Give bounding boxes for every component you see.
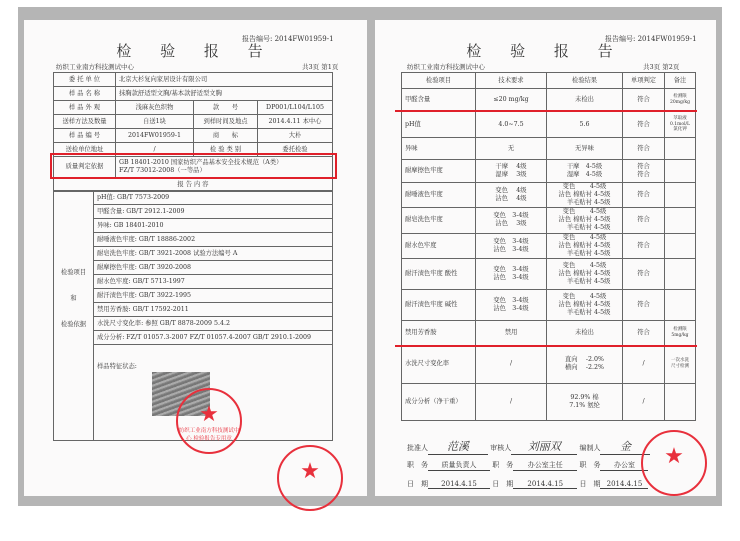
editor-label: 编制人 xyxy=(579,444,601,452)
judgement: 符合 xyxy=(623,138,665,160)
result-row xyxy=(402,383,696,420)
test-basis-row xyxy=(54,261,333,275)
approver-post: 质量负责人 xyxy=(428,460,490,471)
judgement: 符合 xyxy=(623,320,665,345)
official-stamp: ★ xyxy=(277,445,343,511)
field-label: 送样方法及数量 xyxy=(54,115,116,129)
column-header: 单项判定 xyxy=(623,73,665,89)
report-title: 检 验 报 告 xyxy=(466,42,625,60)
requirement: ≤20 mg/kg xyxy=(476,89,547,112)
result: 变色 4-5级 沾色 棉贴衬 4-5级 羊毛贴衬 4-5级 xyxy=(547,183,623,208)
approver-signature: 范溪 xyxy=(428,438,488,455)
test-item: 甲醛含量 xyxy=(402,89,476,112)
requirement: 变色 3-4级 沾色 3级 xyxy=(476,207,547,233)
side-label xyxy=(54,191,94,441)
result: 变色 4-5级 沾色 棉贴衬 4-5级 羊毛贴衬 4-5级 xyxy=(547,289,623,320)
judgement: / xyxy=(623,345,665,383)
test-basis-item: 耐皂洗色牢度: GB/T 3921-2008 试验方法编号 A xyxy=(94,247,333,261)
side-label-line: 和 xyxy=(70,294,77,302)
field-label: 商 标 xyxy=(194,129,258,143)
field-label: 送检单位地址 xyxy=(54,143,116,157)
result-row xyxy=(402,89,696,112)
result-row xyxy=(402,112,696,138)
requirement: 变色 3-4级 沾色 3-4级 xyxy=(476,258,547,289)
result-row xyxy=(402,207,696,233)
judgement: 符合 xyxy=(623,112,665,138)
remark xyxy=(665,207,696,233)
result: 干摩 4-5级 湿摩 4-5级 xyxy=(547,160,623,183)
reviewer-date: 2014.4.15 xyxy=(513,480,577,489)
result: 变色 4-5级 沾色 棉贴衬 4-5级 羊毛贴衬 4-5级 xyxy=(547,233,623,258)
test-basis-row xyxy=(54,317,333,331)
field-value: / xyxy=(116,143,194,157)
photo-label: 样品特征状态: xyxy=(94,345,333,441)
judgement: 符合 xyxy=(623,89,665,112)
judgement: 符合 xyxy=(623,289,665,320)
test-item: 水洗尺寸变化率 xyxy=(402,345,476,383)
date-label: 日 期 xyxy=(492,480,514,488)
field-label: 到样时间及地点 xyxy=(194,115,258,129)
reviewer-label: 审核人 xyxy=(490,444,512,452)
requirement: 干摩 4级 湿摩 3级 xyxy=(476,160,547,183)
test-basis-item: 异味: GB 18401-2010 xyxy=(94,219,333,233)
result: 变色 4-5级 沾色 棉贴衬 4-5级 羊毛贴衬 4-5级 xyxy=(547,207,623,233)
remark xyxy=(665,258,696,289)
info-row xyxy=(54,73,333,87)
remark: 检测限 20mg/kg xyxy=(665,89,696,112)
requirement: / xyxy=(476,383,547,420)
field-value: 北京大杉复向家居设计有限公司 xyxy=(116,73,333,87)
test-item: 耐唾液色牢度 xyxy=(402,183,476,208)
test-item: 异味 xyxy=(402,138,476,160)
test-results-table xyxy=(401,72,696,421)
field-value: 2014.4.11 本中心 xyxy=(258,115,333,129)
highlight-box xyxy=(50,153,337,179)
editor-post: 办公室 xyxy=(600,460,648,471)
report-number: 报告编号: 2014FW01959-1 xyxy=(605,35,697,43)
test-basis-row xyxy=(54,275,333,289)
report-number: 报告编号: 2014FW01959-1 xyxy=(242,35,334,43)
judgement: 符合 xyxy=(623,258,665,289)
column-header: 备注 xyxy=(665,73,696,89)
test-item: 耐摩擦色牢度 xyxy=(402,160,476,183)
result-row xyxy=(402,183,696,208)
field-label: 款 号 xyxy=(194,101,258,115)
test-basis-row xyxy=(54,191,333,205)
test-basis-row xyxy=(54,331,333,345)
test-basis-item: 成分分析: FZ/T 01057.3-2007 FZ/T 01057.4-2007 GB/T 2910.1-2009 xyxy=(94,331,333,345)
result: 直向 -2.0% 横向 -2.2% xyxy=(547,345,623,383)
test-item: 禁用芳香胺 xyxy=(402,320,476,345)
field-label: 样 品 编 号 xyxy=(54,129,116,143)
field-label: 质量判定依据 xyxy=(54,157,116,178)
judgement: / xyxy=(623,383,665,420)
side-label-line: 检验项目 xyxy=(60,269,87,276)
remark xyxy=(665,160,696,183)
result-row xyxy=(402,138,696,160)
remark xyxy=(665,383,696,420)
test-item: 成分分析（净干重） xyxy=(402,383,476,420)
field-label: 委 托 单 位 xyxy=(54,73,116,87)
remark: 萃取液 0.1mol/L 氯化钾 xyxy=(665,112,696,138)
highlight-line xyxy=(395,110,697,112)
requirement: 变色 3-4级 沾色 3-4级 xyxy=(476,233,547,258)
highlight-line xyxy=(395,345,697,347)
post-label: 职 务 xyxy=(407,461,428,469)
test-basis-row xyxy=(54,247,333,261)
result-row xyxy=(402,160,696,183)
remark xyxy=(665,233,696,258)
result: 无异味 xyxy=(547,138,623,160)
result: 未检出 xyxy=(547,89,623,112)
column-header: 检验结果 xyxy=(547,73,623,89)
field-value: 自送1块 xyxy=(116,115,194,129)
reviewer-signature: 刘丽双 xyxy=(511,438,577,455)
test-item: pH值 xyxy=(402,112,476,138)
official-stamp: ★ xyxy=(641,430,707,496)
test-item: 耐汗渍色牢度 碱性 xyxy=(402,289,476,320)
judgement: 符合 xyxy=(623,233,665,258)
column-header: 技术要求 xyxy=(476,73,547,89)
test-basis-item: 禁用芳香胺: GB/T 17592-2011 xyxy=(94,303,333,317)
requirement: 4.0~7.5 xyxy=(476,112,547,138)
result: 5.6 xyxy=(547,112,623,138)
test-basis-item: pH值: GB/T 7573-2009 xyxy=(94,191,333,205)
requirement: 变色 3-4级 沾色 3-4级 xyxy=(476,289,547,320)
test-basis-item: 耐汗渍色牢度: GB/T 3922-1995 xyxy=(94,289,333,303)
editor-signature: 金 xyxy=(600,438,650,455)
field-value: GB 18401-2010 国家纺织产品基本安全技术规范（A类） FZ/T 73012-2008（一等品） xyxy=(116,157,333,178)
report-page-2 xyxy=(375,20,716,496)
requirement: 无 xyxy=(476,138,547,160)
result: 未检出 xyxy=(547,320,623,345)
result-row xyxy=(402,345,696,383)
judgement: 符合 xyxy=(623,207,665,233)
approver-date: 2014.4.15 xyxy=(428,480,490,489)
test-basis-row xyxy=(54,233,333,247)
field-label: 样 品 外 观 xyxy=(54,101,116,115)
organization-name: 纺织工业南方科技测试中心 xyxy=(56,63,134,71)
requirement: / xyxy=(476,345,547,383)
remark: 检测限 5mg/kg xyxy=(665,320,696,345)
test-basis-item: 水洗尺寸变化率: 参照 GB/T 8878-2009 5.4.2 xyxy=(94,317,333,331)
field-label: 样 品 名 称 xyxy=(54,87,116,101)
test-item: 耐水色牢度 xyxy=(402,233,476,258)
test-basis-item: 耐水色牢度: GB/T 5713-1997 xyxy=(94,275,333,289)
result-row xyxy=(402,320,696,345)
date-row xyxy=(407,479,648,489)
field-value: 大朴 xyxy=(258,129,333,143)
post-row xyxy=(407,460,648,471)
result: 变色 4-5级 沾色 棉贴衬 4-5级 羊毛贴衬 4-5级 xyxy=(547,258,623,289)
result-row xyxy=(402,233,696,258)
date-label: 日 期 xyxy=(579,480,601,488)
result-row xyxy=(402,258,696,289)
info-row xyxy=(54,101,333,115)
column-header: 检验项目 xyxy=(402,73,476,89)
approver-label: 批准人 xyxy=(407,444,428,452)
result: 92.9% 棉 7.1% 氨纶 xyxy=(547,383,623,420)
post-label: 职 务 xyxy=(579,461,601,469)
requirement: 禁用 xyxy=(476,320,547,345)
test-item: 耐皂洗色牢度 xyxy=(402,207,476,233)
info-row xyxy=(54,87,333,101)
test-basis-row xyxy=(54,219,333,233)
test-basis-row xyxy=(54,205,333,219)
report-title: 检 验 报 告 xyxy=(116,42,275,60)
field-value: 2014FW01959-1 xyxy=(116,129,194,143)
test-basis-row xyxy=(54,303,333,317)
test-item: 耐汗渍色牢度 酸性 xyxy=(402,258,476,289)
field-value: 抹胸款舒适型文胸/基本款舒适型文胸 xyxy=(116,87,333,101)
judgement: 符合 xyxy=(623,183,665,208)
report-page-1 xyxy=(24,20,367,496)
remark xyxy=(665,138,696,160)
reviewer-post: 办公室主任 xyxy=(513,460,577,471)
post-label: 职 务 xyxy=(492,461,514,469)
test-basis-item: 甲醛含量: GB/T 2912.1-2009 xyxy=(94,205,333,219)
official-stamp: ★ 纺织工业南方科技测试中心 检验报告专用章 xyxy=(176,388,242,454)
result-row xyxy=(402,289,696,320)
requirement: 变色 4级 沾色 4级 xyxy=(476,183,547,208)
test-basis-item: 耐摩擦色牢度: GB/T 3920-2008 xyxy=(94,261,333,275)
content-header: 报 告 内 容 xyxy=(54,178,333,192)
field-value: DP001/L104/L105 xyxy=(258,101,333,115)
remark xyxy=(665,183,696,208)
remark: 一次水洗 尺寸检测 xyxy=(665,345,696,383)
test-basis-item: 耐唾液色牢度: GB/T 18886-2002 xyxy=(94,233,333,247)
field-value: 委托检验 xyxy=(258,143,333,157)
field-label: 检 验 类 别 xyxy=(194,143,258,157)
test-basis-row xyxy=(54,289,333,303)
editor-date: 2014.4.15 xyxy=(600,480,648,489)
date-label: 日 期 xyxy=(407,480,428,488)
remark xyxy=(665,289,696,320)
info-row xyxy=(54,129,333,143)
side-label-line: 检验依据 xyxy=(60,320,87,328)
organization-name: 纺织工业南方科技测试中心 xyxy=(407,63,485,71)
page-info: 共3页 第1页 xyxy=(302,63,339,71)
page-info: 共3页 第2页 xyxy=(643,63,680,71)
info-row xyxy=(54,115,333,129)
signature-row xyxy=(407,438,650,455)
judgement: 符合 符合 xyxy=(623,160,665,183)
field-value: 浅麻灰色织物 xyxy=(116,101,194,115)
